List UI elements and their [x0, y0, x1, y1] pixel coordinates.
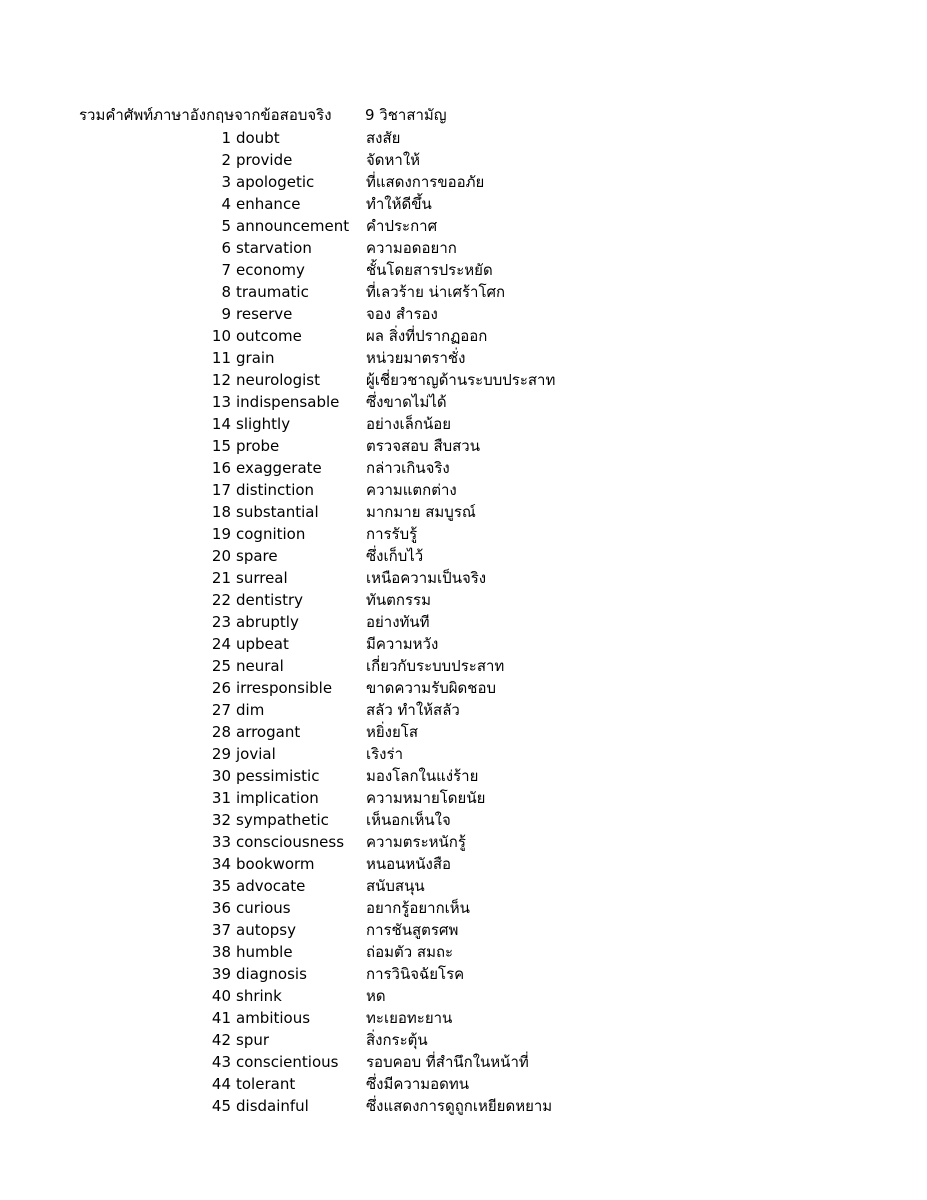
- vocabulary-row: [0, 545, 927, 567]
- row-number: 11: [211, 349, 231, 367]
- thai-meaning: เหนือความเป็นจริง: [366, 569, 487, 587]
- row-number: 39: [211, 965, 231, 983]
- vocabulary-row: [0, 127, 927, 149]
- thai-meaning: เห็นอกเห็นใจ: [366, 811, 451, 829]
- english-word: spare: [236, 547, 278, 565]
- vocabulary-row: [0, 655, 927, 677]
- row-number: 7: [221, 261, 231, 279]
- vocabulary-row: [0, 281, 927, 303]
- thai-meaning: คำประกาศ: [366, 217, 438, 235]
- row-number: 35: [211, 877, 231, 895]
- english-word: humble: [236, 943, 293, 961]
- thai-meaning: อย่างเล็กน้อย: [366, 415, 451, 433]
- english-word: pessimistic: [236, 767, 320, 785]
- vocabulary-row: [0, 193, 927, 215]
- row-number: 26: [211, 679, 231, 697]
- row-number: 40: [211, 987, 231, 1005]
- english-word: slightly: [236, 415, 291, 433]
- thai-meaning: ซึ่งขาดไม่ได้: [366, 393, 447, 411]
- english-word: economy: [236, 261, 305, 279]
- row-number: 33: [211, 833, 231, 851]
- english-word: arrogant: [236, 723, 301, 741]
- thai-meaning: หด: [366, 987, 386, 1005]
- row-number: 42: [211, 1031, 231, 1049]
- thai-meaning: ตรวจสอบ สืบสวน: [366, 437, 480, 455]
- row-number: 20: [211, 547, 231, 565]
- vocabulary-row: [0, 325, 927, 347]
- row-number: 19: [211, 525, 231, 543]
- english-word: curious: [236, 899, 291, 917]
- thai-meaning: เกี่ยวกับระบบประสาท: [366, 657, 505, 675]
- vocabulary-row: [0, 413, 927, 435]
- thai-meaning: ขาดความรับผิดชอบ: [366, 679, 497, 697]
- row-number: 9: [221, 305, 231, 323]
- vocabulary-row: [0, 875, 927, 897]
- row-number: 21: [211, 569, 231, 587]
- thai-meaning: ซึ่งมีความอดทน: [366, 1075, 470, 1093]
- english-word: cognition: [236, 525, 306, 543]
- english-word: conscientious: [236, 1053, 339, 1071]
- vocabulary-row: [0, 1073, 927, 1095]
- thai-meaning: มากมาย สมบูรณ์: [366, 503, 476, 521]
- thai-meaning: สนับสนุน: [366, 877, 425, 895]
- vocabulary-row: [0, 457, 927, 479]
- vocabulary-row: [0, 589, 927, 611]
- thai-meaning: เริงร่า: [366, 745, 403, 763]
- thai-meaning: ถ่อมตัว สมถะ: [366, 943, 454, 961]
- vocabulary-row: [0, 479, 927, 501]
- thai-meaning: การรับรู้: [366, 525, 418, 543]
- vocabulary-row: [0, 215, 927, 237]
- row-number: 45: [211, 1097, 231, 1115]
- vocabulary-row: [0, 303, 927, 325]
- vocabulary-row: [0, 369, 927, 391]
- english-word: exaggerate: [236, 459, 322, 477]
- row-number: 44: [211, 1075, 231, 1093]
- vocabulary-row: [0, 567, 927, 589]
- row-number: 16: [211, 459, 231, 477]
- english-word: abruptly: [236, 613, 299, 631]
- row-number: 34: [211, 855, 231, 873]
- english-word: upbeat: [236, 635, 289, 653]
- english-word: neural: [236, 657, 284, 675]
- thai-meaning: ทันตกรรม: [366, 591, 431, 609]
- english-word: surreal: [236, 569, 288, 587]
- vocabulary-row: [0, 149, 927, 171]
- english-word: disdainful: [236, 1097, 309, 1115]
- row-number: 36: [211, 899, 231, 917]
- vocabulary-row: [0, 787, 927, 809]
- vocabulary-row: [0, 523, 927, 545]
- thai-meaning: ความแตกต่าง: [366, 481, 457, 499]
- vocabulary-row: [0, 611, 927, 633]
- row-number: 32: [211, 811, 231, 829]
- row-number: 6: [221, 239, 231, 257]
- vocabulary-row: [0, 171, 927, 193]
- vocabulary-row: [0, 765, 927, 787]
- thai-meaning: หนอนหนังสือ: [366, 855, 452, 873]
- row-number: 15: [211, 437, 231, 455]
- english-word: diagnosis: [236, 965, 307, 983]
- english-word: substantial: [236, 503, 319, 521]
- row-number: 17: [211, 481, 231, 499]
- english-word: autopsy: [236, 921, 296, 939]
- vocabulary-row: [0, 963, 927, 985]
- vocabulary-row: [0, 809, 927, 831]
- thai-meaning: ความหมายโดยนัย: [366, 789, 486, 807]
- vocabulary-row: [0, 1051, 927, 1073]
- thai-meaning: การชันสูตรศพ: [366, 921, 459, 939]
- english-word: outcome: [236, 327, 302, 345]
- thai-meaning: ผู้เชี่ยวชาญด้านระบบประสาท: [366, 371, 556, 389]
- english-word: provide: [236, 151, 293, 169]
- english-word: bookworm: [236, 855, 315, 873]
- vocabulary-row: [0, 941, 927, 963]
- row-number: 3: [221, 173, 231, 191]
- english-word: doubt: [236, 129, 280, 147]
- vocabulary-row: [0, 831, 927, 853]
- thai-meaning: จอง สำรอง: [366, 305, 438, 323]
- row-number: 23: [211, 613, 231, 631]
- english-word: advocate: [236, 877, 306, 895]
- row-number: 30: [211, 767, 231, 785]
- thai-meaning: อย่างทันที: [366, 613, 430, 631]
- vocabulary-row: [0, 435, 927, 457]
- thai-meaning: ที่เลวร้าย น่าเศร้าโศก: [366, 283, 506, 301]
- thai-meaning: หน่วยมาตราชั่ง: [366, 349, 466, 367]
- vocabulary-row: [0, 347, 927, 369]
- english-word: dim: [236, 701, 265, 719]
- vocabulary-row: [0, 1095, 927, 1117]
- thai-meaning: หยิ่งยโส: [366, 723, 419, 741]
- vocabulary-row: [0, 1029, 927, 1051]
- row-number: 25: [211, 657, 231, 675]
- vocabulary-row: [0, 237, 927, 259]
- vocabulary-row: [0, 259, 927, 281]
- thai-meaning: สิ่งกระตุ้น: [366, 1031, 428, 1049]
- vocabulary-row: [0, 743, 927, 765]
- vocabulary-row: [0, 501, 927, 523]
- english-word: sympathetic: [236, 811, 329, 829]
- vocabulary-row: [0, 919, 927, 941]
- english-word: grain: [236, 349, 275, 367]
- english-word: consciousness: [236, 833, 345, 851]
- vocabulary-row: [0, 853, 927, 875]
- row-number: 2: [221, 151, 231, 169]
- thai-meaning: จัดหาให้: [366, 151, 421, 169]
- row-number: 43: [211, 1053, 231, 1071]
- row-number: 14: [211, 415, 231, 433]
- english-word: announcement: [236, 217, 350, 235]
- vocabulary-row: [0, 633, 927, 655]
- thai-meaning: มีความหวัง: [366, 635, 439, 653]
- english-word: probe: [236, 437, 280, 455]
- row-number: 22: [211, 591, 231, 609]
- thai-meaning: รอบคอบ ที่สำนึกในหน้าที่: [366, 1053, 529, 1071]
- thai-meaning: มองโลกในแง่ร้าย: [366, 767, 479, 785]
- english-word: dentistry: [236, 591, 304, 609]
- thai-meaning: สลัว ทำให้สลัว: [366, 701, 460, 719]
- english-word: indispensable: [236, 393, 340, 411]
- thai-meaning: กล่าวเกินจริง: [366, 459, 450, 477]
- english-word: reserve: [236, 305, 293, 323]
- english-word: spur: [236, 1031, 270, 1049]
- english-word: irresponsible: [236, 679, 333, 697]
- row-number: 29: [211, 745, 231, 763]
- english-word: tolerant: [236, 1075, 296, 1093]
- row-number: 37: [211, 921, 231, 939]
- english-word: jovial: [236, 745, 276, 763]
- vocabulary-row: [0, 897, 927, 919]
- thai-meaning: ที่แสดงการขออภัย: [366, 173, 485, 191]
- row-number: 4: [221, 195, 231, 213]
- thai-meaning: ซึ่งแสดงการดูถูกเหยียดหยาม: [366, 1097, 553, 1115]
- vocabulary-row: [0, 721, 927, 743]
- english-word: distinction: [236, 481, 315, 499]
- thai-meaning: สงสัย: [366, 129, 401, 147]
- row-number: 24: [211, 635, 231, 653]
- row-number: 1: [221, 129, 231, 147]
- row-number: 31: [211, 789, 231, 807]
- row-number: 27: [211, 701, 231, 719]
- thai-meaning: ชั้นโดยสารประหยัด: [366, 261, 493, 279]
- vocabulary-list: [0, 127, 927, 1117]
- vocabulary-row: [0, 985, 927, 1007]
- thai-meaning: ผล สิ่งที่ปรากฏออก: [366, 327, 488, 345]
- thai-meaning: ความอดอยาก: [366, 239, 457, 257]
- document-header: [79, 104, 447, 126]
- vocabulary-row: [0, 391, 927, 413]
- row-number: 28: [211, 723, 231, 741]
- thai-meaning: ซึ่งเก็บไว้: [366, 547, 424, 565]
- english-word: enhance: [236, 195, 301, 213]
- english-word: traumatic: [236, 283, 309, 301]
- thai-meaning: ทะเยอทะยาน: [366, 1009, 453, 1027]
- thai-meaning: อยากรู้อยากเห็น: [366, 899, 470, 917]
- row-number: 18: [211, 503, 231, 521]
- row-number: 13: [211, 393, 231, 411]
- row-number: 8: [221, 283, 231, 301]
- english-word: apologetic: [236, 173, 315, 191]
- row-number: 12: [211, 371, 231, 389]
- row-number: 5: [221, 217, 231, 235]
- vocabulary-row: [0, 699, 927, 721]
- vocabulary-row: [0, 677, 927, 699]
- row-number: 41: [211, 1009, 231, 1027]
- thai-meaning: การวินิจฉัยโรค: [366, 965, 465, 983]
- english-word: starvation: [236, 239, 312, 257]
- thai-meaning: ความตระหนักรู้: [366, 833, 466, 851]
- english-word: ambitious: [236, 1009, 311, 1027]
- row-number: 10: [211, 327, 231, 345]
- thai-meaning: ทำให้ดีขึ้น: [366, 195, 432, 213]
- english-word: neurologist: [236, 371, 320, 389]
- document-subtitle: 9 วิชาสามัญ: [365, 106, 447, 124]
- vocabulary-row: [0, 1007, 927, 1029]
- row-number: 38: [211, 943, 231, 961]
- document-title: รวมคำศัพท์ภาษาอังกฤษจากข้อสอบจริง: [79, 106, 332, 124]
- english-word: implication: [236, 789, 319, 807]
- english-word: shrink: [236, 987, 282, 1005]
